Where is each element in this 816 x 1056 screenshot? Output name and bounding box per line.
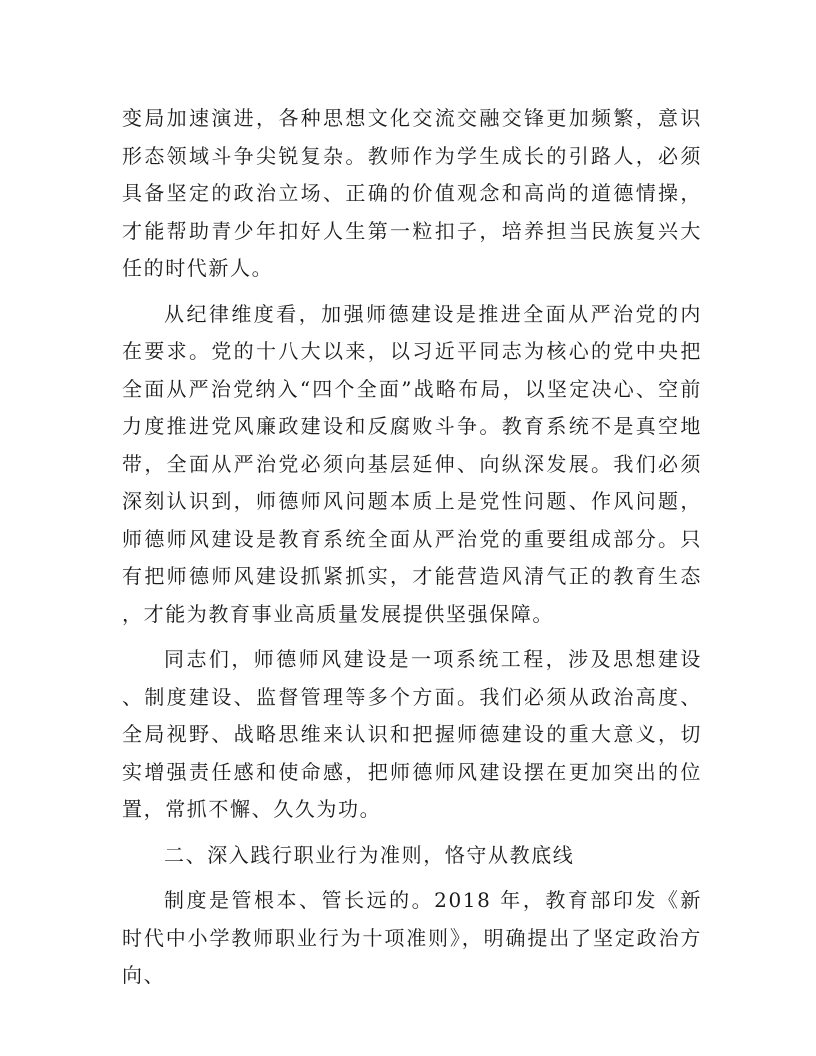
section-heading: 二、深入践行职业行为准则，恪守从教底线 — [164, 842, 575, 867]
paragraph-comrades: 同志们，师德师风建设是一项系统工程，涉及思想建设、制度建设、监督管理等多个方面。我们必须从政治高度、全局视野、战略思维来认识和把握师德建设的重大意义，切实增强责任感和使命感，把师德师风建设摆在更加突出的位置，常抓不懈、久久为功。 — [122, 647, 702, 821]
paragraph-discipline-dimension: 从纪律维度看，加强师德建设是推进全面从严治党的内在要求。党的十八大以来，以习近平同志为核心的党中央把全面从严治党纳入“四个全面”战略布局，以坚定决心、空前力度推进党风廉政建设和反腐败斗争。教育系统不是真空地带，全面从严治党必须向基层延伸、向纵深发展。我们必须深刻认识到，师德师风问题本质上是党性问题、作风问题，师德师风建设是教育系统全面从严治党的重要组成部分。只有把师德师风建设抓紧抓实，才能营造风清气正的教育生态，才能为教育事业高质量发展提供坚强保障。 — [122, 301, 702, 626]
paragraph-continuation: 变局加速演进，各种思想文化交流交融交锋更加频繁，意识形态领域斗争尖锐复杂。教师作为学生成长的引路人，必须具备坚定的政治立场、正确的价值观念和高尚的道德情操，才能帮助青少年扣好人生第一粒扣子，培养担当民族复兴大任的时代新人。 — [122, 106, 702, 280]
document-body — [122, 100, 702, 1003]
paragraph-system: 制度是管根本、管长远的。2018 年，教育部印发《新时代中小学教师职业行为十项准则》，明确提出了坚定政治方向、 — [122, 888, 702, 987]
